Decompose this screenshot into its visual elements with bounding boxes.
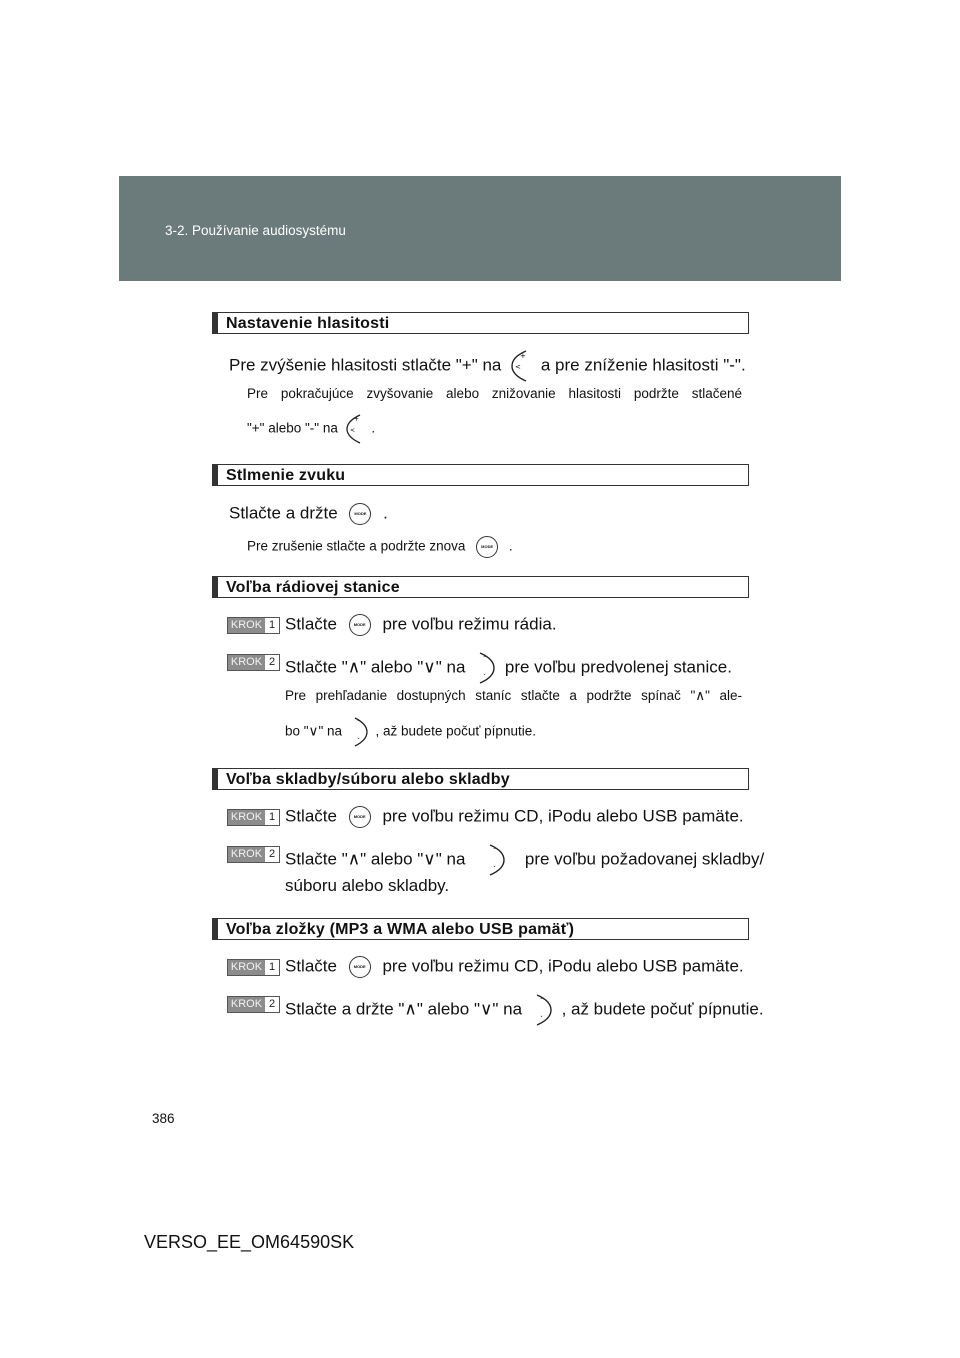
svg-text:ˇ: ˇ — [539, 1016, 543, 1023]
section-title: Voľba zložky (MP3 a WMA alebo USB pamäť) — [226, 921, 575, 938]
svg-text:<: < — [515, 363, 521, 371]
krok-badge: KROK 1 — [227, 959, 280, 976]
radio-step-2: Stlačte "∧" alebo "∨" na ˆ ˇ pre voľbu predvolenej stanice. — [285, 651, 732, 685]
section-track — [212, 768, 749, 790]
svg-text:ˆ: ˆ — [356, 720, 360, 727]
svg-text:<: < — [349, 427, 355, 434]
svg-text:ˆ: ˆ — [539, 998, 543, 1005]
section-title: Stlmenie zvuku — [226, 467, 346, 484]
section-title: Nastavenie hlasitosti — [226, 315, 390, 332]
radio-note: Pre prehľadanie dostupných staníc stlačte a podržte spínač "∧" ale- — [285, 688, 742, 703]
krok-badge: KROK 2 — [227, 654, 280, 671]
seek-switch-icon — [478, 843, 512, 877]
svg-text:+: + — [353, 416, 359, 423]
page-number: 386 — [152, 1111, 175, 1126]
section-title: Voľba skladby/súboru alebo skladby — [226, 771, 510, 788]
krok-badge: KROK 1 — [227, 809, 280, 826]
svg-text:ˆ: ˆ — [493, 848, 497, 855]
volume-switch-icon — [506, 349, 536, 383]
svg-text:ˆ: ˆ — [483, 656, 487, 663]
krok-badge: KROK 1 — [227, 617, 280, 634]
mode-button-icon: MODE — [349, 614, 371, 636]
seek-switch-icon — [527, 993, 557, 1027]
krok-badge: KROK 2 — [227, 846, 280, 863]
radio-step-1: Stlačte MODE pre voľbu režimu rádia. — [285, 614, 557, 636]
folder-step-1: Stlačte MODE pre voľbu režimu CD, iPodu alebo USB pamäte. — [285, 956, 744, 978]
section-title: Voľba rádiovej stanice — [226, 579, 400, 596]
volume-note-2: "+" alebo "-" na + < . — [247, 413, 375, 445]
section-volume — [212, 312, 749, 334]
volume-instruction: Pre zvýšenie hlasitosti stlačte "+" na + < a pre zníženie hlasitosti "-". — [229, 349, 746, 383]
folder-step-2: Stlačte a držte "∧" alebo "∨" na ˆ ˇ , až budete počuť pípnutie. — [285, 993, 764, 1027]
section-mute — [212, 464, 749, 486]
track-step-1: Stlačte MODE pre voľbu režimu CD, iPodu alebo USB pamäte. — [285, 806, 744, 828]
mute-note: Pre zrušenie stlačte a podržte znova MODE . — [247, 536, 513, 558]
track-step-2: Stlačte "∧" alebo "∨" na ˆ ˇ pre voľbu požadovanej skladby/ — [285, 843, 764, 877]
krok-badge: KROK 2 — [227, 996, 280, 1013]
mute-instruction: Stlačte a držte MODE . — [229, 503, 388, 525]
mode-button-icon: MODE — [349, 503, 371, 525]
radio-note-2: bo "∨" na ˆ ˇ , až budete počuť pípnutie. — [285, 716, 536, 748]
chapter-header — [119, 176, 841, 281]
mode-button-icon: MODE — [349, 956, 371, 978]
chapter-title: 3-2. Používanie audiosystému — [165, 223, 346, 238]
section-folder — [212, 918, 749, 940]
mode-button-icon: MODE — [349, 806, 371, 828]
volume-note: Pre pokračujúce zvyšovanie alebo znižovanie hlasitosti podržte stlačené — [247, 386, 742, 401]
mode-button-icon: MODE — [476, 536, 498, 558]
section-radio — [212, 576, 749, 598]
document-code: VERSO_EE_OM64590SK — [144, 1232, 355, 1252]
svg-text:+: + — [520, 352, 526, 360]
track-step-2-cont: súboru alebo skladby. — [285, 876, 450, 895]
svg-text:ˇ: ˇ — [483, 674, 487, 681]
seek-switch-icon — [470, 651, 500, 685]
svg-text:ˇ: ˇ — [493, 866, 497, 873]
svg-text:ˇ: ˇ — [356, 738, 360, 745]
seek-switch-icon — [346, 716, 372, 748]
volume-switch-icon — [342, 413, 368, 445]
